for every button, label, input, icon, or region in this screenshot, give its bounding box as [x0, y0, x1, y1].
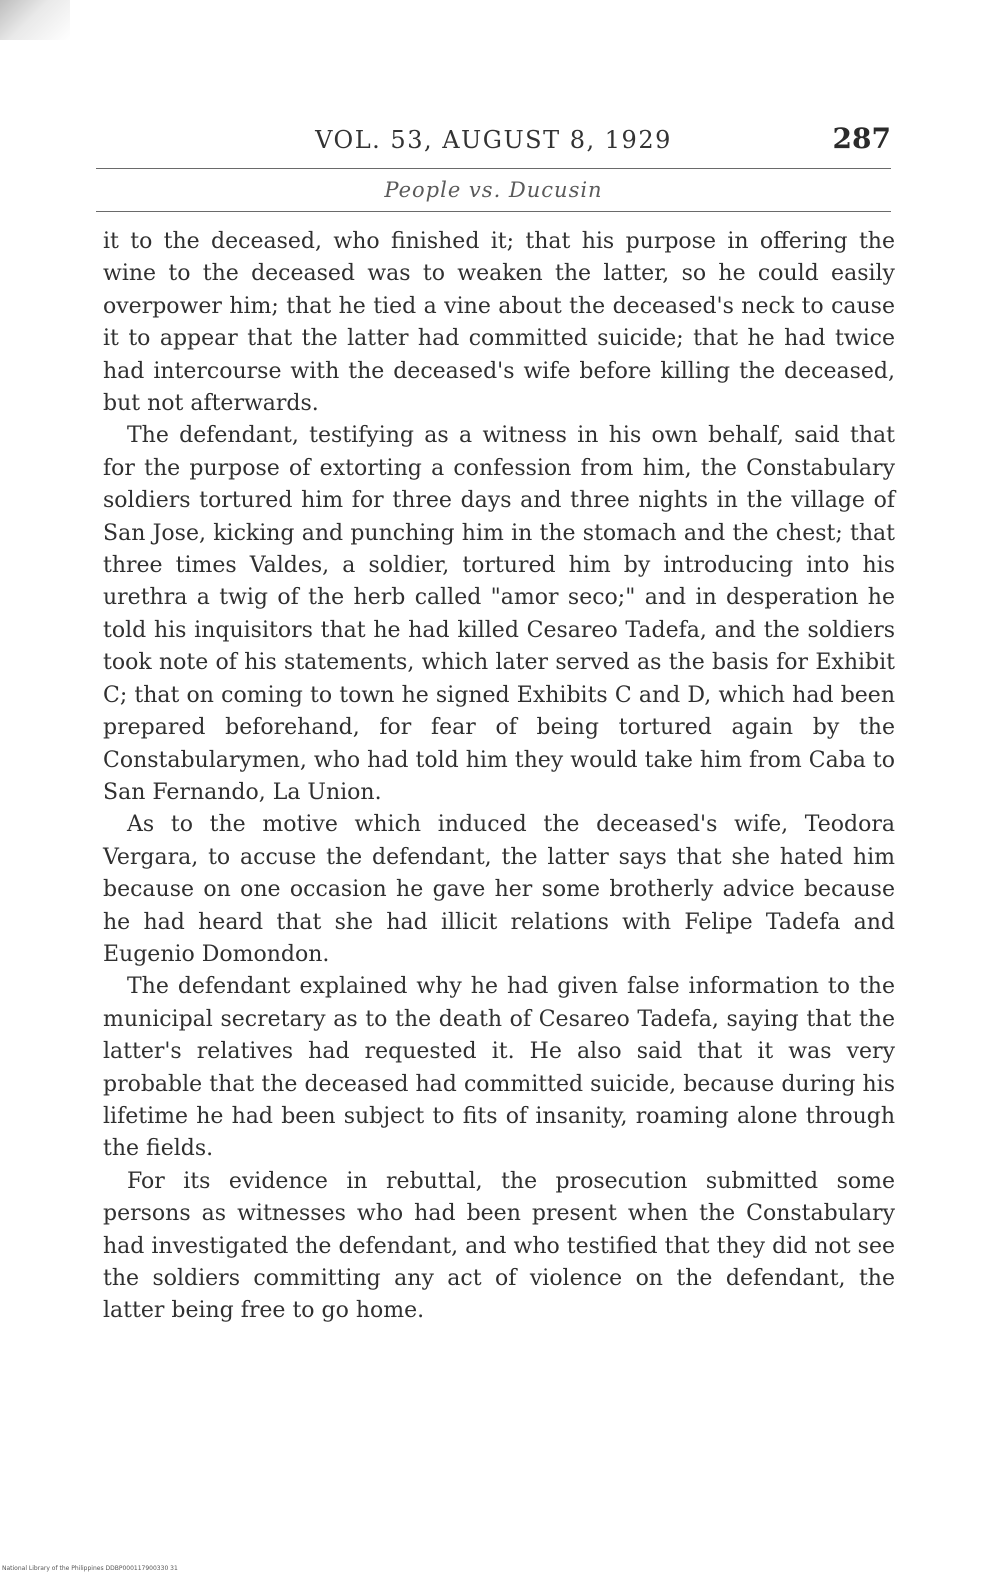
paragraph-continued: it to the deceased, who finished it; that his purpose in offering the wine to the deceased was to weaken the latter, so he could easily overpower him; that he tied a vine about the deceased's neck to cause it to appear that the latter had committed suicide; that he had twice had intercourse with the deceased's wife before killing the deceased, but not afterwards.	[103, 229, 895, 417]
header-rule-top	[96, 168, 891, 169]
archive-footer-mark: National Library of the Philippines DDBP000117900330 31	[2, 1565, 178, 1572]
volume-date: VOL. 53, AUGUST 8, 1929	[315, 126, 672, 154]
paragraph-rebuttal: For its evidence in rebuttal, the prosecution submitted some persons as witnesses who had been present when the Constabulary had investigated the defendant, and who testified that they did not see the soldiers committing any act of violence on the defendant, the latter being free to go home.	[103, 1168, 895, 1324]
scan-edge-shadow	[0, 0, 70, 40]
header-rule-bottom	[96, 211, 891, 212]
paragraph-motive: As to the motive which induced the deceased's wife, Teodora Vergara, to accuse the defendant, the latter says that she hated him because on one occasion he gave her some brotherly advice because he had heard that she had illicit relations with Felipe Tadefa and Eugenio Domondon.	[103, 812, 895, 967]
paragraph-defendant-testimony: The defendant, testifying as a witness in his own behalf, said that for the purpose of extorting a confession from him, the Constabulary soldiers tortured him for three days and three nights in the village of San Jose, kicking and punching him in the stomach and the chest; that three times Valdes, a soldier, tortured him by introducing into his urethra a twig of the herb called "amor seco;" and in desperation he told his inquisitors that he had killed Cesareo Tadefa, and the soldiers took note of his statements, which later served as the basis for Exhibit C; that on coming to town he signed Exhibits C and D, which had been prepared beforehand, for fear of being tortured again by the Constabularymen, who had told him they would take him from Caba to San Fernando, La Union.	[103, 423, 895, 805]
page-number: 287	[832, 122, 891, 155]
paragraph-false-information: The defendant explained why he had given false information to the municipal secretary as to the death of Cesareo Tadefa, saying that the latter's relatives had requested it. He also said that it was very probable that the deceased had committed suicide, because during his lifetime he had been subject to fits of insanity, roaming alone through the fields.	[103, 974, 895, 1162]
case-title: People vs. Ducusin	[384, 178, 603, 202]
running-head	[96, 122, 891, 162]
body-text	[103, 226, 895, 1328]
